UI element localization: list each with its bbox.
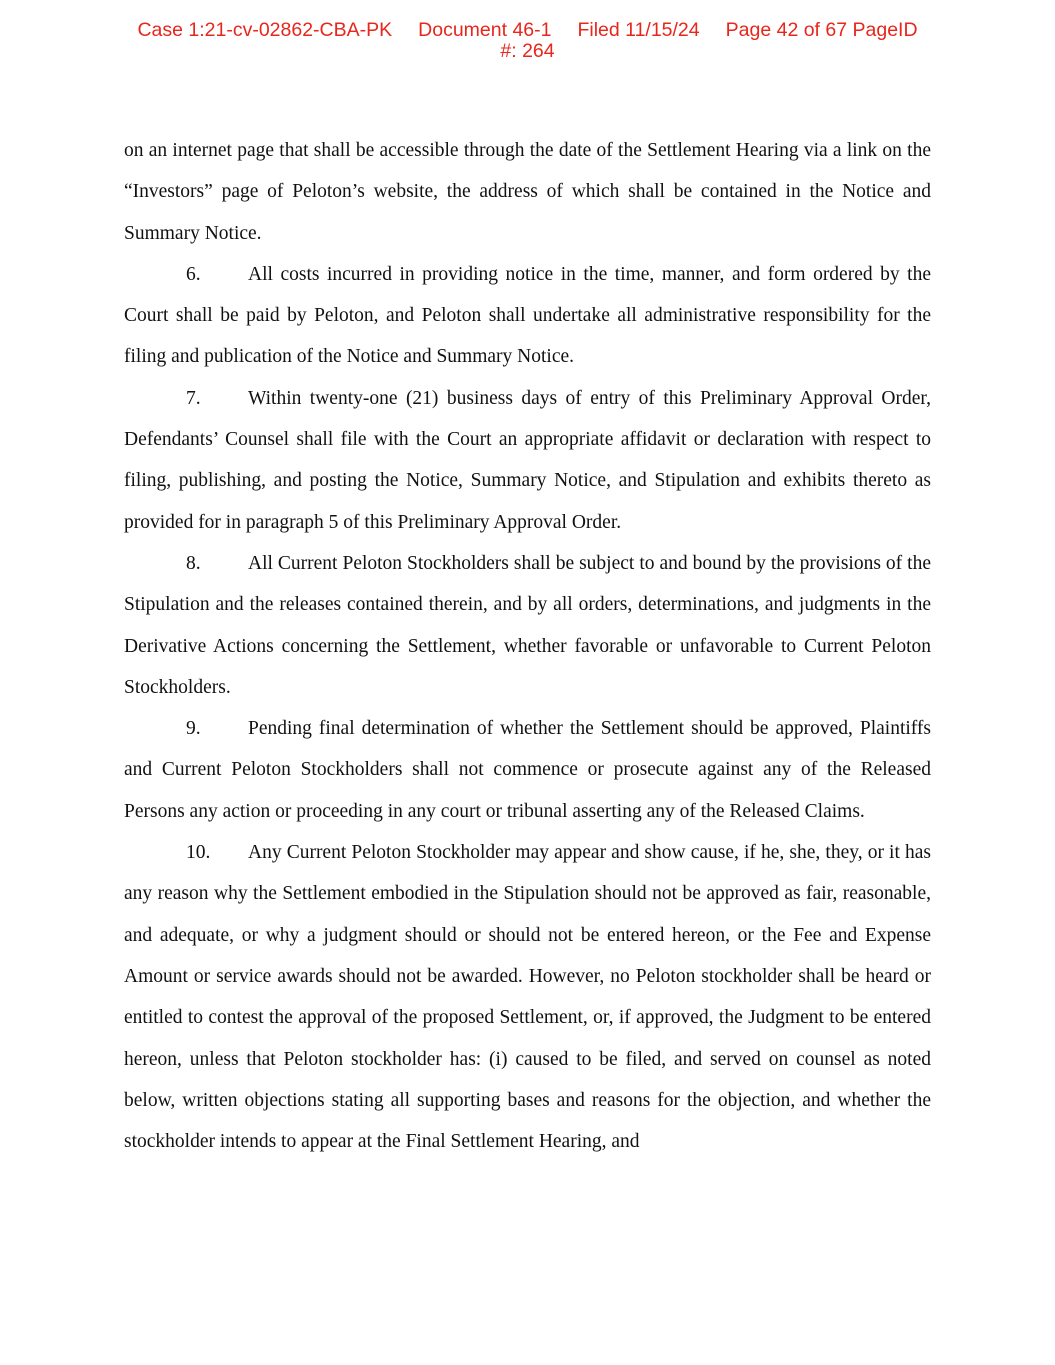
filed-date: Filed 11/15/24 <box>577 19 700 41</box>
paragraph-text: All Current Peloton Stockholders shall be subject to and bound by the provisions of the Stipulation and the releases contained therein, and by all orders, determinations, and judgments in the Derivative Actions concerning the Settlement, whether favorable or unfavorable to Current Peloton Stockholders. <box>124 552 931 698</box>
paragraph-text: All costs incurred in providing notice in the time, manner, and form ordered by the Court shall be paid by Peloton, and Peloton shall undertake all administrative responsibility for the filing and publication of the Notice and Summary Notice. <box>124 263 931 368</box>
filing-header <box>0 20 1055 62</box>
paragraph-10 <box>124 832 931 1162</box>
paragraph-text: Pending final determination of whether the Settlement should be approved, Plaintiffs and Current Peloton Stockholders shall not commence or prosecute against any of the Released Persons any action or proceeding in any court or tribunal asserting any of the Released Claims. <box>124 718 931 822</box>
paragraph-number: 10. <box>186 842 211 864</box>
paragraph-text: Any Current Peloton Stockholder may appear and show cause, if he, she, they, or it has any reason why the Settlement embodied in the Stipulation should not be approved as fair, reasonable, and adequate, or why a judgment should or should not be entered hereon, or the Fee and Expense Amount or service awards should not be awarded. However, no Peloton stockholder shall be heard or entitled to contest the approval of the proposed Settlement, or, if approved, the Judgment to be entered hereon, unless that Peloton stockholder has: (i) caused to be filed, and served on counsel as noted below, written objections stating all supporting bases and reasons for the objection, and whether the stockholder intends to appear at the Final Settlement Hearing, and <box>124 842 931 1153</box>
document-number: Document 46-1 <box>418 19 552 41</box>
document-body <box>124 130 931 1162</box>
paragraph-number: 7. <box>186 387 201 409</box>
paragraph-number: 6. <box>186 263 201 285</box>
paragraph-7 <box>124 378 931 543</box>
continuation-paragraph: on an internet page that shall be accessible through the date of the Settlement Hearing via a link on the “Investors” page of Peloton’s website, the address of which shall be contained in the Notice and Summary Notice. <box>124 140 931 244</box>
paragraph-9 <box>124 708 931 832</box>
paragraph-text: Within twenty-one (21) business days of entry of this Preliminary Approval Order, Defendants’ Counsel shall file with the Court an appropriate affidavit or declaration with respect to filing, publishing, and posting the Notice, Summary Notice, and Stipulation and exhibits thereto as provided for in paragraph 5 of this Preliminary Approval Order. <box>124 387 931 533</box>
paragraph-number: 9. <box>186 718 201 740</box>
paragraph-8 <box>124 543 931 708</box>
page-indicator: Page 42 of 67 PageID <box>725 19 918 41</box>
case-number: Case 1:21-cv-02862-CBA-PK <box>137 19 393 41</box>
paragraph-number: 8. <box>186 552 201 574</box>
page-id: #: 264 <box>500 40 555 62</box>
paragraph-6 <box>124 254 931 378</box>
